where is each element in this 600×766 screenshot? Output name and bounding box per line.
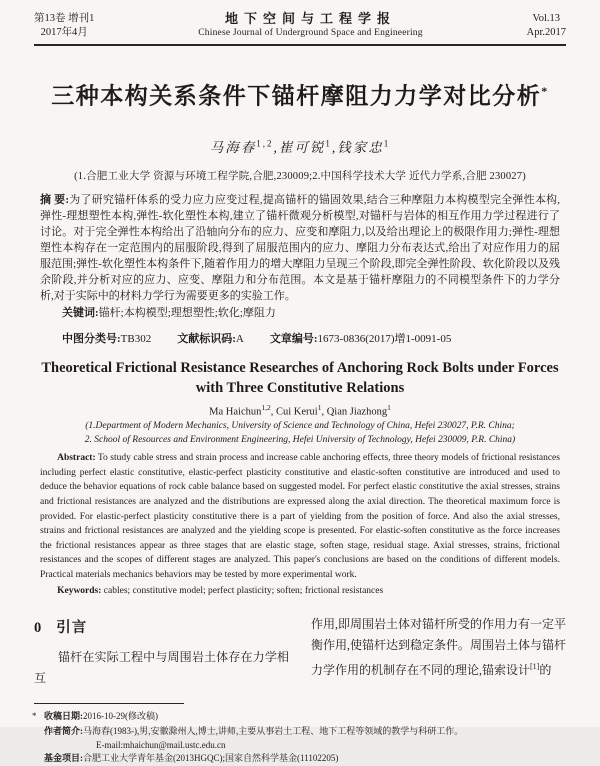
abstract-cn — [40, 192, 560, 304]
fund-text: 合肥工业大学青年基金(2013HGQC);国家自然科学基金(11102205) — [83, 753, 339, 763]
document-code-value: A — [235, 332, 244, 345]
footnote-details — [44, 725, 566, 766]
clc-value: TB302 — [120, 332, 152, 345]
footnote-block — [34, 710, 289, 724]
abstract-en-label: Abstract: — [57, 453, 96, 464]
author-bio-label: 作者简介: — [44, 726, 83, 736]
author-name-cn: 马海春 — [209, 139, 257, 155]
author-separator: , — [273, 139, 279, 155]
author-email-row — [44, 739, 566, 753]
keywords-cn-text: 锚杆;本构模型;理想塑性;软化;摩阻力 — [98, 306, 276, 319]
author-affil-sup: 1,2 — [256, 138, 274, 149]
author-affil-sup: 1 — [325, 138, 332, 149]
abstract-en — [40, 451, 560, 582]
left-column — [34, 614, 289, 724]
keywords-en-label: Keywords: — [57, 585, 102, 596]
author-affil-sup: 1 — [383, 138, 391, 149]
header-volume-block — [34, 12, 94, 40]
fund-label: 基金项目: — [44, 753, 83, 763]
received-date-value: 2016-10-29(修改稿) — [83, 710, 158, 721]
author-name-en: Qian Jiazhong — [326, 406, 388, 418]
section-heading — [34, 618, 289, 639]
section-number: 0 — [34, 619, 43, 636]
volume-en: Vol.13 — [532, 13, 561, 24]
author-name-cn: 钱家忠 — [337, 139, 384, 155]
footnote-divider — [34, 703, 184, 704]
keywords-cn-label: 关键词: — [62, 306, 99, 319]
received-date-row — [34, 710, 289, 724]
intro-paragraph-right — [311, 614, 566, 681]
keywords-cn — [40, 305, 560, 321]
document-code — [177, 330, 244, 346]
abstract-cn-label: 摘 要: — [40, 193, 70, 206]
author-affil-sup: 1 — [387, 402, 391, 412]
journal-name-en: Chinese Journal of Underground Space and Engineering — [198, 28, 423, 38]
author-name-cn: 崔可锐 — [278, 139, 326, 155]
author-separator: , — [321, 406, 327, 418]
header-journal-block — [198, 12, 422, 40]
clc-label: 中图分类号: — [62, 332, 121, 345]
citation-ref: [1] — [530, 661, 540, 671]
author-affil-sup: 1 — [317, 402, 322, 412]
footnote-marker: * — [32, 710, 37, 721]
intro-right-tail: 的 — [539, 662, 552, 677]
affiliation-en-line2: 2. School of Resources and Environment Engineering, Hefei University of Technology, Hefei 230009, P.R. China) — [84, 434, 516, 445]
author-name-en: Ma Haichun — [209, 406, 262, 418]
header-issue-block — [527, 12, 566, 40]
affiliation-en — [44, 420, 556, 447]
paper-title-en: Theoretical Frictional Resistance Researches of Anchoring Rock Bolts under Forces with Three Constitutive Relations — [41, 359, 559, 396]
author-bio-row — [44, 725, 566, 739]
title-footnote-marker: * — [541, 84, 549, 98]
journal-header — [34, 12, 566, 46]
author-bio-text: 马海春(1983-),男,安徽滁州人,博士,讲师,主要从事岩土工程、地下工程等领域的教学与科研工作。 — [83, 726, 464, 736]
authors-en — [34, 403, 566, 418]
right-column — [311, 614, 566, 724]
paper-title-cn — [34, 76, 566, 112]
abstract-en-text: To study cable stress and strain process and increase cable anchoring effects, three theory models of frictional resistances including perfect elastic constitutive, elastic-perfect plasticity constitutive and elastic-soften constitutive are introduced and used to deduce the behavior equations of rock cable balance based on suggested model. For perfect elastic constitutive the axial stresses, strains and frictional resistances are analyzed and the distributions are expressed along the axial direction. The theoretical maximum force is provided. For elastic-perfect plasticity constitutive there is a part of yielding from the position of force. And also the axial stresses, strains and frictional resistances are analyzed and the yielding scope is presented. For elastic-soften constitutive as the force increases the frictional resistances appear as three stages that are elastic stage, soften stage, residual stage. Axial stresses, strains, frictional resistances and the scopes of different stages are analyzed. This paper's conclusions are based on the conditions of different models. Practical materials mechanics behaviors may be tested by more experimental work. — [40, 453, 560, 580]
abstract-cn-text: 为了研究锚杆体系的受力应力应变过程,提高锚杆的锚固效果,结合三种摩阻力本构模型完全弹性本构,弹性-理想塑性本构,弹性-软化塑性本构,建立了锚杆微观分析模型,对锚杆与岩体的相互作用力学过程进行了讨论。对于完全弹性本构给出了沿轴向分布的应力、应变和摩阻力,以及给出理论上的极限作用力;弹性-理想塑性本构存在一定范围内的屈服阶段,得到了屈服范围内的应力、摩阻力分布表达式,给出了对应作用力的屈服范围;弹性-软化塑性本构条件下,随着作用力的增大摩阻力呈现三个阶段,即完全弹性阶段、软化阶段以及残余阶段,并分析对应的应力、应变、摩阻力和分布范围。本文是基于锚杆摩阻力的不同模型条件下的力学分析,对于实际中的材料力学行为需要更多的实验工作。 — [40, 193, 560, 302]
date-en: Apr.2017 — [526, 27, 566, 38]
date-cn: 2017年4月 — [40, 27, 88, 38]
intro-right-text: 作用,即周围岩土体对锚杆所受的作用力有一定平衡作用,使锚杆达到稳定条件。周围岩土体与锚杆力学作用的机制存在不同的理论,锚索设计 — [311, 616, 567, 677]
article-id-value: 1673-0836(2017)增1-0091-05 — [317, 332, 452, 345]
authors-cn — [34, 136, 566, 156]
affiliation-cn: (1.合肥工业大学 资源与环境工程学院,合肥,230009;2.中国科学技术大学 近代力学系,合肥 230027) — [74, 170, 526, 182]
fund-row — [44, 752, 566, 766]
keywords-en — [40, 584, 560, 598]
keywords-en-text: cables; constitutive model; perfect plasticity; soften; frictional resistances — [103, 585, 384, 596]
document-code-label: 文献标识码: — [177, 332, 236, 345]
body-columns — [34, 614, 566, 724]
author-email: E-mail:mhaichun@mail.ustc.edu.cn — [96, 739, 226, 750]
author-affil-sup: 1,2 — [261, 402, 271, 412]
article-meta-line — [40, 330, 560, 346]
author-name-en: Cui Kerui — [276, 406, 318, 418]
clc-number — [62, 330, 151, 346]
journal-name-cn: 地下空间与工程学报 — [224, 11, 396, 26]
section-title: 引言 — [56, 619, 88, 636]
affiliation-en-line1: (1.Department of Modern Mechanics, University of Science and Technology of China, Hefei 230027, P.R. China; — [85, 421, 515, 432]
volume-cn: 第13卷 增刊1 — [34, 13, 95, 24]
author-separator: , — [331, 139, 338, 155]
paper-title-text: 三种本构关系条件下锚杆摩阻力力学对比分析 — [51, 83, 542, 109]
author-separator: , — [270, 406, 276, 418]
article-id-label: 文章编号: — [269, 332, 318, 345]
article-id — [270, 330, 452, 346]
received-date-label: 收稿日期: — [44, 710, 83, 721]
intro-paragraph-left: 锚杆在实际工程中与周围岩土体存在力学相互 — [34, 649, 289, 685]
